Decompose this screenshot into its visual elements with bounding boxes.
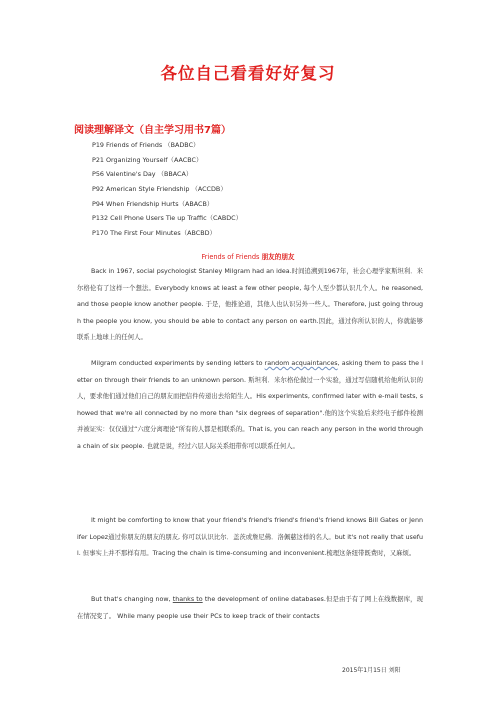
toc-item: P21 Organizing Yourself（AACBC） [92,155,203,164]
toc-item: P19 Friends of Friends （BADBC） [92,141,200,149]
section-heading: 阅读理解译文（自主学习用书7篇） [74,125,231,136]
underlined-phrase: thanks to [172,596,203,603]
article-paragraph-3: It might be comforting to know that your friend's friend's friend's friend's friend knows Bill Gates or Jennifer Lopez通过你朋友的朋友的朋友, 你可以认识比尔．盖茨或詹尼佛．洛佩慈这样的名人。but it's not really that useful. 但事实上并不那样有用。Tracing the chain is time-consuming and inconvenient.梳理这条纽带既费时，又麻烦。 [77,517,423,558]
toc-item: P132 Cell Phone Users Tie up Traffic（CABDC） [92,214,242,223]
article-title-cn: 朋友的朋友 [261,253,295,261]
article-paragraph-2 [77,356,423,456]
article-title [0,251,496,261]
underlined-phrase: random acquaintances [264,360,338,367]
toc-item: P56 Valentine's Day （BBACA） [92,170,193,179]
paragraph-text: , asking them to pass the letter on through their friends to an unknown person. 斯坦利．米尔格伦做过一个实验，通过写信随机给他所认识的人，要求他们通过他们自己的朋友而把信件传递出去给陌生人。His experiments, confirmed later with e-mail tests, showed that we're all connected by no more than "six degrees of separation".他的这个实验后来经电子邮件检测并被证实：仅仅通过“六度分离理论”所有的人都是相联系的。That is, you can reach any person in the world through a chain of six people. 也就是说，经过六层人际关系纽带你可以联系任何人。 [77,360,423,450]
article-paragraph-1: Back in 1967, social psychologist Stanley Milgram had an idea.时间追溯到1967年，社会心理学家斯坦利．米尔格伦有了这样一个想法。Everybody knows at least a few other people, 每个人至少都认识几个人。he reasoned, and those people know another people. 于是，他推论道，其他人也认识另外一些人。Therefore, just going through the people you know, you should be able to contact any person on earth.因此，通过你所认识的人，你就能够联系上地球上的任何人。 [77,268,423,342]
toc-item: P94 When Friendship Hurts（ABACB） [92,199,214,208]
toc-item: P170 The First Four Minutes（ABCBD） [92,229,216,238]
page-title: 各位自己看看好好复习 [160,64,336,83]
article-paragraph-4 [77,592,423,625]
paragraph-text: But that's changing now, [91,596,173,603]
footer-date-author: 2015年1月15日 刘阳 [342,667,401,674]
table-of-contents [92,140,242,243]
toc-item: P92 American Style Friendship （ACCDB） [92,185,227,194]
paragraph-text: Milgram conducted experiments by sending letters to [91,360,265,367]
article-title-en: Friends of Friends [201,253,260,261]
paragraph-text: the development of online databases.但是由于有了网上在线数据库，现在情况变了。 While many people use their PCs to keep track of their contacts [77,596,424,620]
